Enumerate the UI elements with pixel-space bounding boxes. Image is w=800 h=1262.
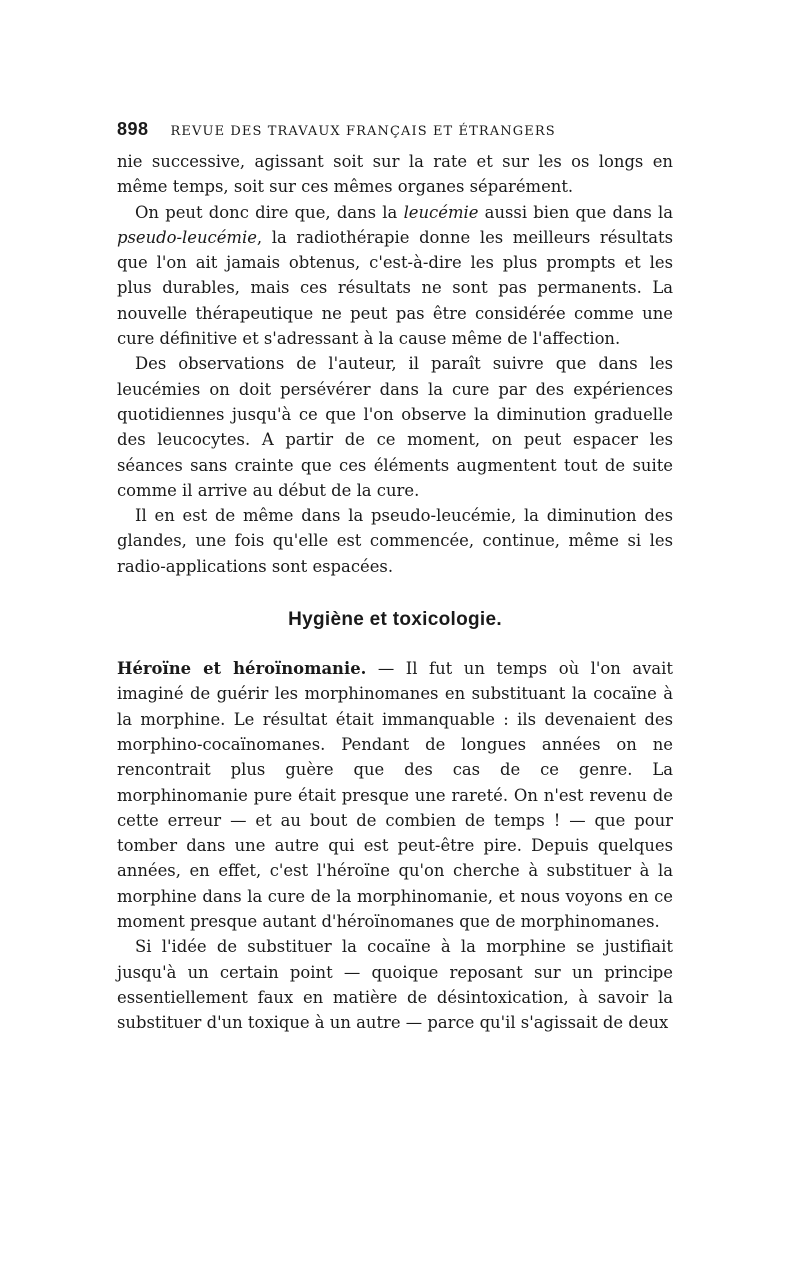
paragraph-2-text-a: On peut donc dire que, dans la	[135, 202, 404, 222]
term-leucemie: leucémie	[403, 202, 479, 222]
paragraph-4: Il en est de même dans la pseudo-leucémie, la diminution des glandes, une fois qu'elle est commencée, continue, même si les radio-applications sont espacées.	[117, 506, 673, 576]
paragraph-2-text-c: aussi bien que dans la	[478, 202, 673, 222]
document-page	[117, 119, 673, 1036]
paragraph-6: Si l'idée de substituer la cocaïne à la morphine se justifiait jusqu'à un certain point — quoique reposant sur un principe essentiellement faux en matière de désintoxication, à savoir la substituer d'un toxique à un autre — parce qu'il s'agissait de deux	[117, 937, 673, 1033]
section-heading: Hygiène et toxicologie.	[288, 609, 502, 631]
journal-title: REVUE DES TRAVAUX FRANÇAIS ET ÉTRANGERS	[170, 124, 556, 139]
paragraph-1: nie successive, agissant soit sur la rate et sur les os longs en même temps, soit sur ces mêmes organes séparément.	[117, 152, 673, 197]
paragraph-5-text: — Il fut un temps où l'on avait imaginé de guérir les morphinomanes en substituant la cocaïne à la morphine. Le résultat était immanquable : ils devenaient des morphino-cocaïnomanes. Pendant de longues années on ne rencontrait plus guère que des cas de ce genre. La morphinomanie pure était presque une rareté. On n'est revenu de cette erreur — et au bout de combien de temps ! — que pour tomber dans une autre qui est peut-être pire. Depuis quelques années, en effet, c'est l'héroïne qu'on cherche à substituer à la morphine dans la cure de la morphinomanie, et nous voyons en ce moment presque autant d'héroïnomanes que de morphinomanes.	[117, 659, 673, 932]
paragraph-5	[117, 656, 673, 934]
term-pseudo-leucemie: pseudo-leucémie	[117, 227, 257, 247]
lead-term: Héroïne et héroïnomanie.	[117, 659, 367, 679]
paragraph-2-text-e: , la radiothérapie donne les meilleurs résultats que l'on ait jamais obtenus, c'est-à-dire les plus prompts et les plus durables, mais ces résultats ne sont pas permanents. La nouvelle thérapeutique ne peut pas être considérée comme une cure définitive et s'adressant à la cause même de l'affection.	[117, 227, 673, 349]
paragraph-3: Des observations de l'auteur, il paraît suivre que dans les leucémies on doit persévérer dans la cure par des expériences quotidiennes jusqu'à ce que l'on observe la diminution graduelle des leucocytes. A partir de ce moment, on peut espacer les séances sans crainte que ces éléments augmentent tout de suite comme il arrive au début de la cure.	[117, 354, 673, 500]
running-header	[117, 119, 673, 145]
page-number: 898	[117, 119, 149, 139]
paragraph-2	[117, 200, 673, 352]
